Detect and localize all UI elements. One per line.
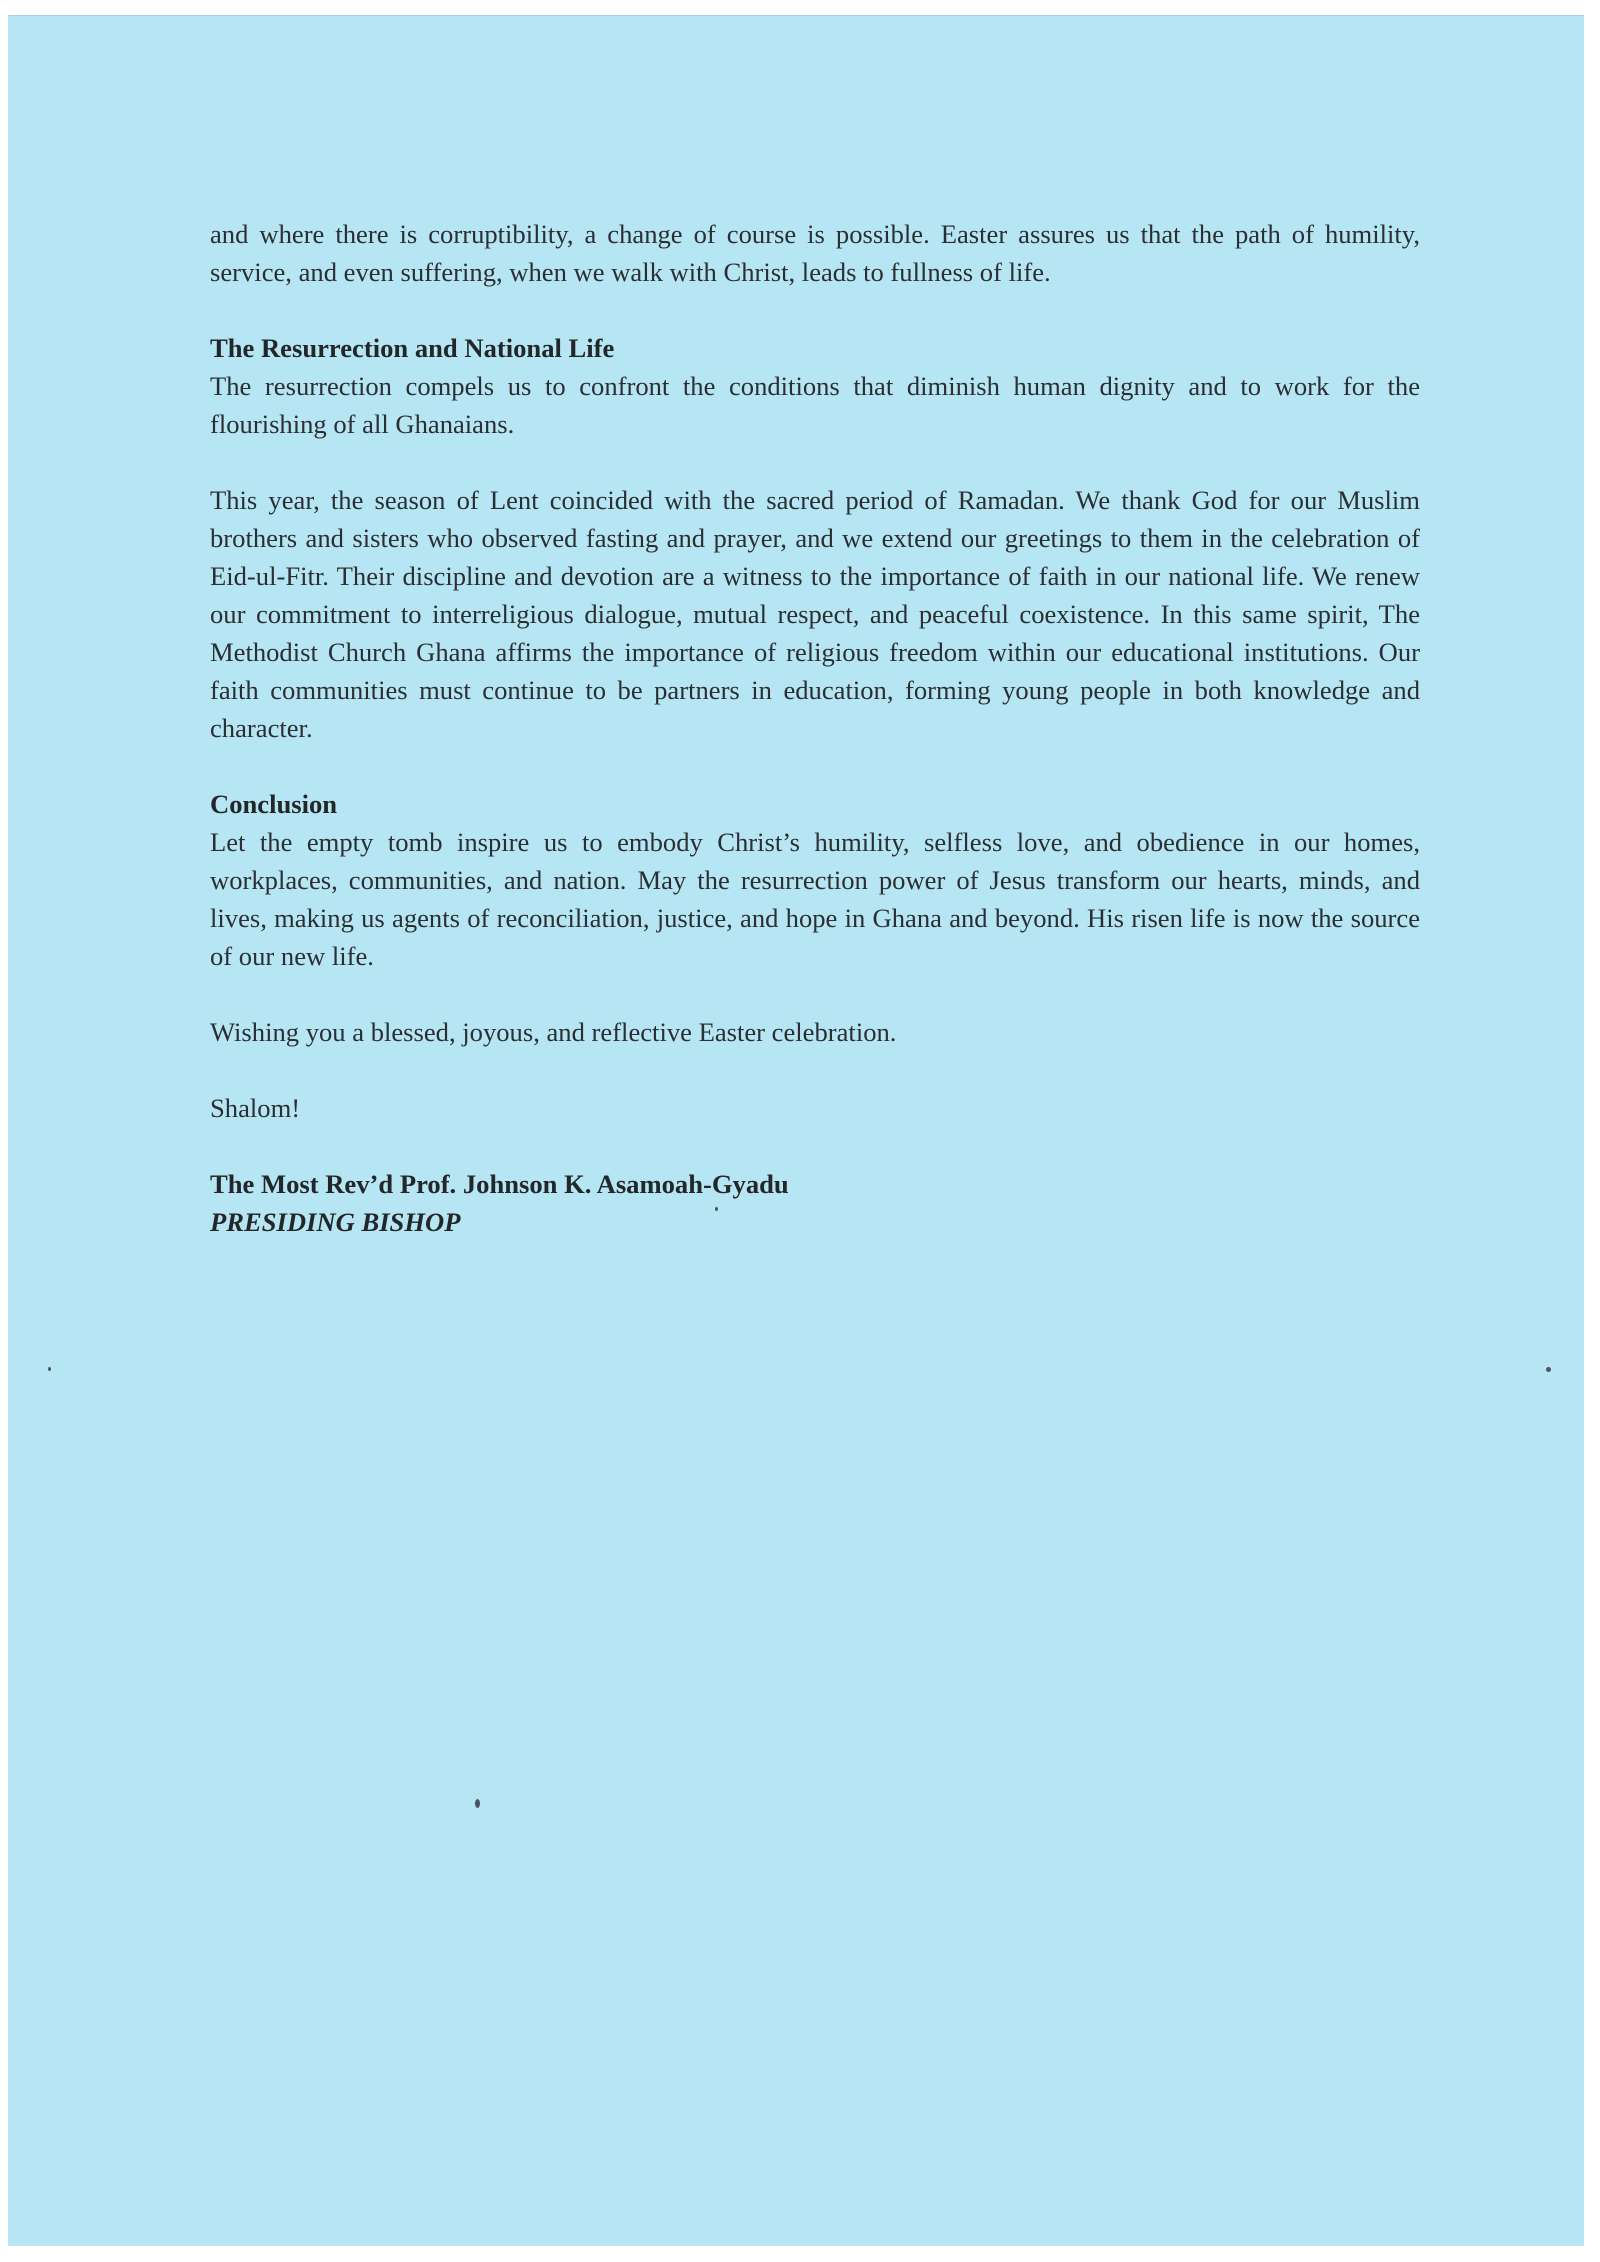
letter-body xyxy=(210,215,1420,1241)
section-heading-conclusion: Conclusion xyxy=(210,789,338,819)
scan-speck xyxy=(48,1367,51,1371)
spacer xyxy=(210,1051,1420,1089)
national-life-paragraph-1: The resurrection compels us to confront the conditions that diminish human dignity and to work for the flourishing of all Ghanaians. xyxy=(210,371,1420,439)
spacer xyxy=(210,975,1420,1013)
document-page xyxy=(8,15,1584,2246)
signatory-title: PRESIDING BISHOP xyxy=(210,1207,461,1237)
intro-paragraph: and where there is corruptibility, a change of course is possible. Easter assures us that the path of humility, service, and even suffering, when we walk with Christ, leads to fullness of life. xyxy=(210,219,1420,287)
spacer xyxy=(210,747,1420,785)
spacer xyxy=(210,443,1420,481)
closing-wish: Wishing you a blessed, joyous, and reflective Easter celebration. xyxy=(210,1017,897,1047)
spacer xyxy=(210,1127,1420,1165)
national-life-paragraph-2: This year, the season of Lent coincided with the sacred period of Ramadan. We thank God for our Muslim brothers and sisters who observed fasting and prayer, and we extend our greetings to them in the celebration of Eid-ul-Fitr. Their discipline and devotion are a witness to the importance of faith in our national life. We renew our commitment to interreligious dialogue, mutual respect, and peaceful coexistence. In this same spirit, The Methodist Church Ghana affirms the importance of religious freedom within our educational institutions. Our faith communities must continue to be partners in education, forming young people in both knowledge and character. xyxy=(210,485,1420,743)
scan-speck xyxy=(475,1799,480,1808)
scan-speck xyxy=(1546,1367,1551,1372)
conclusion-paragraph: Let the empty tomb inspire us to embody Christ’s humility, selfless love, and obedience in our homes, workplaces, communities, and nation. May the resurrection power of Jesus transform our hearts, minds, and lives, making us agents of reconciliation, justice, and hope in Ghana and beyond. His risen life is now the source of our new life. xyxy=(210,827,1420,971)
section-heading-national-life: The Resurrection and National Life xyxy=(210,333,615,363)
signatory-name: The Most Rev’d Prof. Johnson K. Asamoah-Gyadu xyxy=(210,1169,789,1199)
closing-salutation: Shalom! xyxy=(210,1093,301,1123)
spacer xyxy=(210,291,1420,329)
